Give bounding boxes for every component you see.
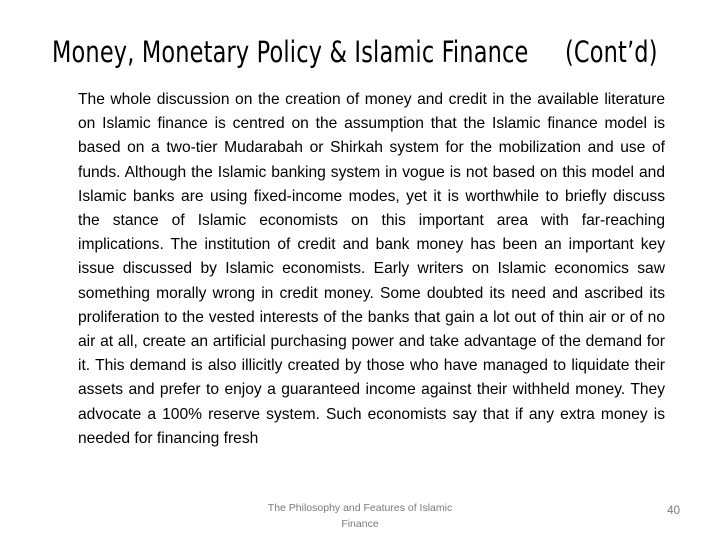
- slide-title: Money, Monetary Policy & Islamic Finance (Cont’d): [52, 35, 658, 69]
- slide-footer: The Philosophy and Features of Islamic Finance: [267, 502, 453, 530]
- slide-number: 40: [667, 505, 680, 517]
- slide-body-text: The whole discussion on the creation of money and credit in the available literature on Islamic finance is centred on the assumption that the Islamic finance model is based on a two-tier Mudarabah or Shirkah system for the mobilization and use of funds. Although the Islamic banking system in vogue is not based on this model and Islamic banks are using fixed-income modes, yet it is worthwhile to briefly discuss the stance of Islamic economists on this important area with far-reaching implications. The institution of credit and bank money has been an important key issue discussed by Islamic economists. Early writers on Islamic economics saw something morally wrong in credit money. Some doubted its need and ascribed its proliferation to the vested interests of the banks that gain a lot out of thin air or of no air at all, create an artificial purchasing power and take advantage of the demand for it. This demand is also illicitly created by those who have managed to liquidate their assets and prefer to enjoy a guaranteed income against their withheld money. They advocate a 100% reserve system. Such economists say that if any extra money is needed for financing fresh: [78, 91, 665, 447]
